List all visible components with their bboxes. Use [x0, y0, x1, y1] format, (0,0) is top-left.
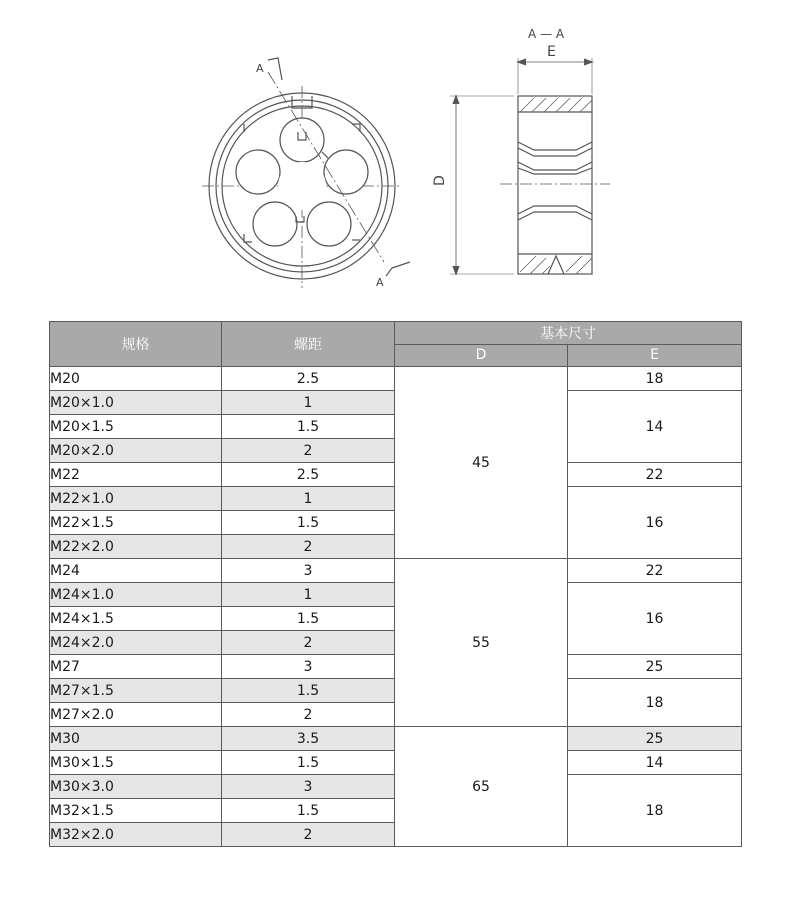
- e-cell: 25: [568, 727, 742, 751]
- header-pitch: 螺距: [222, 322, 395, 367]
- pitch-cell: 3.5: [222, 727, 395, 751]
- model-cell: M20×2.0: [50, 439, 222, 463]
- pitch-cell: 2: [222, 439, 395, 463]
- model-cell: M27: [50, 655, 222, 679]
- e-cell: 18: [568, 775, 742, 847]
- die-spec-table: [49, 321, 742, 847]
- die-technical-drawing: [0, 0, 790, 300]
- pitch-cell: 3: [222, 775, 395, 799]
- e-cell: 25: [568, 655, 742, 679]
- model-cell: M27×2.0: [50, 703, 222, 727]
- d-cell: 55: [395, 559, 568, 727]
- header-model: 规格: [50, 322, 222, 367]
- pitch-cell: 1.5: [222, 679, 395, 703]
- model-cell: M30×1.5: [50, 751, 222, 775]
- e-cell: 22: [568, 463, 742, 487]
- header-e: E: [568, 344, 742, 367]
- model-cell: M24×1.0: [50, 583, 222, 607]
- model-cell: M32×2.0: [50, 823, 222, 847]
- model-cell: M24: [50, 559, 222, 583]
- pitch-cell: 1: [222, 487, 395, 511]
- model-cell: M24×2.0: [50, 631, 222, 655]
- table-row: [50, 727, 742, 751]
- pitch-cell: 2: [222, 823, 395, 847]
- pitch-cell: 3: [222, 655, 395, 679]
- e-cell: 14: [568, 751, 742, 775]
- pitch-cell: 1.5: [222, 751, 395, 775]
- pitch-cell: 1: [222, 391, 395, 415]
- pitch-cell: 2: [222, 535, 395, 559]
- pitch-cell: 3: [222, 559, 395, 583]
- pitch-cell: 1.5: [222, 415, 395, 439]
- section-label: A — A: [528, 27, 565, 41]
- header-d: D: [395, 344, 568, 367]
- die-section-view: [450, 58, 610, 274]
- d-cell: 65: [395, 727, 568, 847]
- pitch-cell: 2.5: [222, 367, 395, 391]
- table-row: [50, 367, 742, 391]
- e-cell: 22: [568, 559, 742, 583]
- model-cell: M20×1.0: [50, 391, 222, 415]
- model-cell: M20×1.5: [50, 415, 222, 439]
- pitch-cell: 1.5: [222, 511, 395, 535]
- e-cell: 18: [568, 679, 742, 727]
- e-cell: 18: [568, 367, 742, 391]
- dimension-d-label: D: [432, 175, 448, 186]
- e-cell: 16: [568, 583, 742, 655]
- die-front-view: [202, 58, 410, 288]
- model-cell: M32×1.5: [50, 799, 222, 823]
- model-cell: M22×1.0: [50, 487, 222, 511]
- cut-label-top: A: [256, 62, 264, 75]
- pitch-cell: 2.5: [222, 463, 395, 487]
- model-cell: M22×1.5: [50, 511, 222, 535]
- model-cell: M22×2.0: [50, 535, 222, 559]
- model-cell: M27×1.5: [50, 679, 222, 703]
- pitch-cell: 2: [222, 703, 395, 727]
- model-cell: M30: [50, 727, 222, 751]
- model-cell: M24×1.5: [50, 607, 222, 631]
- pitch-cell: 1.5: [222, 799, 395, 823]
- pitch-cell: 1: [222, 583, 395, 607]
- model-cell: M30×3.0: [50, 775, 222, 799]
- dimension-e-label: E: [547, 44, 556, 60]
- e-cell: 14: [568, 391, 742, 463]
- pitch-cell: 1.5: [222, 607, 395, 631]
- pitch-cell: 2: [222, 631, 395, 655]
- table-row: [50, 559, 742, 583]
- model-cell: M20: [50, 367, 222, 391]
- cut-label-bottom: A: [376, 276, 384, 289]
- d-cell: 45: [395, 367, 568, 559]
- header-basic-size: 基本尺寸: [395, 322, 742, 345]
- e-cell: 16: [568, 487, 742, 559]
- model-cell: M22: [50, 463, 222, 487]
